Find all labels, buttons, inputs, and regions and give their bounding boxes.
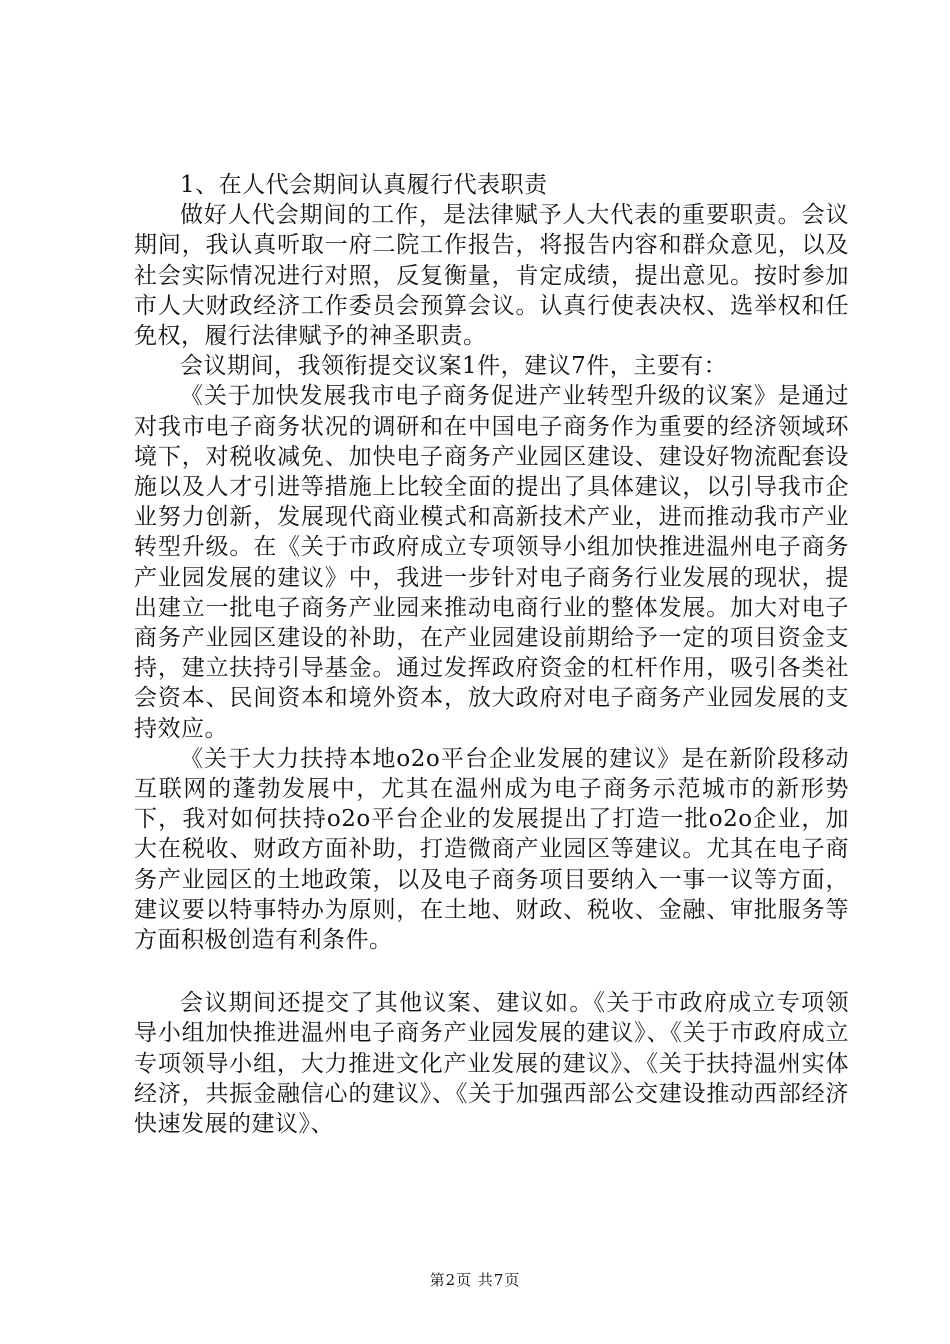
paragraph-proposals-intro: 会议期间，我领衔提交议案1件，建议7件，主要有： <box>180 353 728 380</box>
paragraph-o2o-suggestion: 《关于大力扶持本地o2o平台企业发展的建议》是在新阶段移动互联网的蓬勃发展中，尤其在温州成为电子商务示范城市的新形势下，我对如何扶持o2o平台企业的发展提出了打造一批o2o企业，加大在税收、财政方面补助，打造微商产业园区等建议。尤其在电子商务产业园区的土地政策，以及电子商务项目要纳入一事一议等方面，建议要以特事特办为原则，在土地、财政、税收、金融、审批服务等方面积极创造有利条件。 <box>134 745 849 954</box>
paragraph-other-suggestions: 会议期间还提交了其他议案、建议如。《关于市政府成立专项领导小组加快推进温州电子商务产业园发展的建议》、《关于市政府成立专项领导小组，大力推进文化产业发展的建议》、《关于扶持温州实体经济，共振金融信心的建议》、《关于加强西部公交建设推动西部经济快速发展的建议》、 <box>134 990 849 1138</box>
page-footer: 第2页 共7页 <box>429 1271 521 1289</box>
paragraph-ecommerce-proposal: 《关于加快发展我市电子商务促进产业转型升级的议案》是通过对我市电子商务状况的调研和在中国电子商务作为重要的经济领域环境下，对税收减免、加快电子商务产业园区建设、建设好物流配套设施以及人才引进等措施上比较全面的提出了具体建议，以引导我市企业努力创新，发展现代商业模式和高新技术产业，进而推动我市产业转型升级。在《关于市政府成立专项领导小组加快推进温州电子商务产业园发展的建议》中，我进一步针对电子商务行业发展的现状，提出建立一批电子商务产业园来推动电商行业的整体发展。加大对电子商务产业园区建设的补助，在产业园建设前期给予一定的项目资金支持，建立扶持引导基金。通过发挥政府资金的杠杆作用，吸引各类社会资本、民间资本和境外资本，放大政府对电子商务产业园发展的支持效应。 <box>134 383 849 742</box>
document-body <box>134 170 849 1139</box>
section-heading: 1、在人代会期间认真履行代表职责 <box>180 172 548 198</box>
paragraph-gap <box>134 955 849 988</box>
paragraph-duties: 做好人代会期间的工作，是法律赋予人大代表的重要职责。会议期间，我认真听取一府二院工作报告，将报告内容和群众意见，以及社会实际情况进行对照，反复衡量，肯定成绩，提出意见。按时参加市人大财政经济工作委员会预算会议。认真行使表决权、选举权和任免权，履行法律赋予的神圣职责。 <box>134 202 849 350</box>
